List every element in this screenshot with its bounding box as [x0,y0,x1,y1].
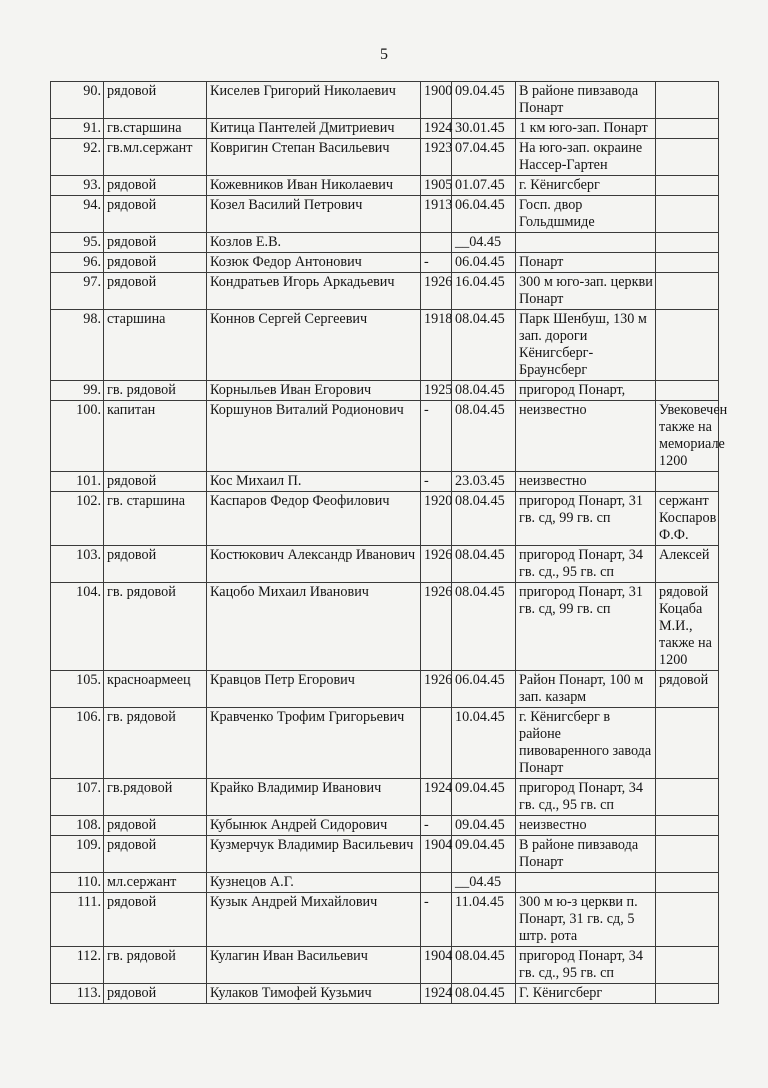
death-date: 08.04.45 [452,310,516,381]
rank: рядовой [104,273,207,310]
burial-place: Район Понарт, 100 м зап. казарм [516,671,656,708]
table-row [51,253,719,273]
row-number: 111. [51,893,104,947]
death-date: 10.04.45 [452,708,516,779]
birth-year: 1904 [421,836,452,873]
row-number: 94. [51,196,104,233]
table-row [51,873,719,893]
death-date: 08.04.45 [452,546,516,583]
rank: капитан [104,401,207,472]
rank: гв. рядовой [104,947,207,984]
row-number: 102. [51,492,104,546]
rank: рядовой [104,836,207,873]
burial-place: 1 км юго-зап. Понарт [516,119,656,139]
row-number: 99. [51,381,104,401]
full-name: Китица Пантелей Дмитриевич [207,119,421,139]
row-number: 90. [51,82,104,119]
full-name: Коршунов Виталий Родионович [207,401,421,472]
full-name: Ковригин Степан Васильевич [207,139,421,176]
birth-year: - [421,816,452,836]
death-date: 06.04.45 [452,253,516,273]
death-date: 16.04.45 [452,273,516,310]
note [656,273,719,310]
burial-place: пригород Понарт, 34 гв. сд., 95 гв. сп [516,779,656,816]
death-date: 09.04.45 [452,816,516,836]
rank: старшина [104,310,207,381]
rank: гв. старшина [104,492,207,546]
burial-place: 300 м ю-з церкви п. Понарт, 31 гв. сд, 5 штр. рота [516,893,656,947]
burial-place: неизвестно [516,816,656,836]
table-row [51,779,719,816]
birth-year: - [421,401,452,472]
death-date: 06.04.45 [452,671,516,708]
death-date: 08.04.45 [452,401,516,472]
row-number: 100. [51,401,104,472]
note: Увековечен также на мемориале 1200 [656,401,719,472]
note [656,196,719,233]
rank: рядовой [104,984,207,1004]
note [656,873,719,893]
death-date: 01.07.45 [452,176,516,196]
death-date: 30.01.45 [452,119,516,139]
note [656,708,719,779]
table-row [51,233,719,253]
full-name: Каспаров Федор Феофилович [207,492,421,546]
birth-year: 1918 [421,310,452,381]
birth-year: 1905 [421,176,452,196]
full-name: Крайко Владимир Иванович [207,779,421,816]
row-number: 93. [51,176,104,196]
full-name: Костюкович Александр Иванович [207,546,421,583]
table-row [51,984,719,1004]
table-row [51,893,719,947]
rank: гв. рядовой [104,583,207,671]
full-name: Кожевников Иван Николаевич [207,176,421,196]
note [656,816,719,836]
birth-year: 1923 [421,139,452,176]
table-row [51,583,719,671]
row-number: 105. [51,671,104,708]
rank: рядовой [104,233,207,253]
birth-year: 1926 [421,671,452,708]
birth-year [421,708,452,779]
death-date: 09.04.45 [452,82,516,119]
burial-roster-table [50,81,728,1004]
note [656,233,719,253]
row-number: 98. [51,310,104,381]
full-name: Козел Василий Петрович [207,196,421,233]
full-name: Коннов Сергей Сергеевич [207,310,421,381]
table-row [51,273,719,310]
row-number: 97. [51,273,104,310]
note [656,779,719,816]
death-date: 08.04.45 [452,947,516,984]
rank: гв. рядовой [104,381,207,401]
full-name: Кацобо Михаил Иванович [207,583,421,671]
full-name: Козлов Е.В. [207,233,421,253]
burial-place: В районе пивзавода Понарт [516,82,656,119]
note: сержант Коспаров Ф.Ф. [656,492,719,546]
rank: рядовой [104,893,207,947]
table-row [51,546,719,583]
full-name: Кос Михаил П. [207,472,421,492]
rank: красноармеец [104,671,207,708]
burial-place: пригород Понарт, 34 гв. сд., 95 гв. сп [516,546,656,583]
birth-year: 1926 [421,273,452,310]
table-row [51,492,719,546]
rank: рядовой [104,816,207,836]
death-date: 08.04.45 [452,984,516,1004]
rank: рядовой [104,82,207,119]
table-row [51,381,719,401]
row-number: 109. [51,836,104,873]
note [656,253,719,273]
row-number: 104. [51,583,104,671]
rank: гв.рядовой [104,779,207,816]
burial-place: Парк Шенбуш, 130 м зап. дороги Кёнигсберг-Браунсберг [516,310,656,381]
birth-year: 1900 [421,82,452,119]
row-number: 91. [51,119,104,139]
note: рядовой Коцаба М.И., также на 1200 [656,583,719,671]
table-row [51,139,719,176]
table-row [51,816,719,836]
rank: мл.сержант [104,873,207,893]
burial-place: пригород Понарт, 34 гв. сд., 95 гв. сп [516,947,656,984]
death-date: __04.45 [452,873,516,893]
burial-place [516,873,656,893]
birth-year: 1926 [421,546,452,583]
table-row [51,947,719,984]
note [656,381,719,401]
death-date: 07.04.45 [452,139,516,176]
table-row [51,708,719,779]
row-number: 92. [51,139,104,176]
note [656,139,719,176]
roster-body [51,82,728,1004]
birth-year: 1904 [421,947,452,984]
note [656,472,719,492]
birth-year: 1924 [421,779,452,816]
table-row [51,401,719,472]
note [656,947,719,984]
rank: рядовой [104,196,207,233]
birth-year: - [421,893,452,947]
rank: рядовой [104,546,207,583]
full-name: Козюк Федор Антонович [207,253,421,273]
burial-place: Понарт [516,253,656,273]
row-number: 103. [51,546,104,583]
note: Алексей [656,546,719,583]
birth-year: 1925 [421,381,452,401]
full-name: Корныльев Иван Егорович [207,381,421,401]
death-date: __04.45 [452,233,516,253]
row-number: 95. [51,233,104,253]
rank: рядовой [104,253,207,273]
burial-place: На юго-зап. окраине Нассер-Гартен [516,139,656,176]
note [656,836,719,873]
row-number: 108. [51,816,104,836]
birth-year: 1913 [421,196,452,233]
note [656,893,719,947]
birth-year: - [421,253,452,273]
birth-year: - [421,472,452,492]
burial-place: г. Кёнигсберг в районе пивоваренного завода Понарт [516,708,656,779]
burial-place: В районе пивзавода Понарт [516,836,656,873]
full-name: Кузмерчук Владимир Васильевич [207,836,421,873]
page-number: 5 [380,46,388,63]
rank: гв.мл.сержант [104,139,207,176]
birth-year: 1924 [421,119,452,139]
table-row [51,119,719,139]
full-name: Кулагин Иван Васильевич [207,947,421,984]
full-name: Кубынюк Андрей Сидорович [207,816,421,836]
burial-place [516,233,656,253]
birth-year [421,233,452,253]
birth-year: 1920 [421,492,452,546]
death-date: 08.04.45 [452,583,516,671]
burial-place: пригород Понарт, 31 гв. сд, 99 гв. сп [516,492,656,546]
row-number: 113. [51,984,104,1004]
burial-place: г. Кёнигсберг [516,176,656,196]
table-row [51,671,719,708]
table-row [51,196,719,233]
row-number: 101. [51,472,104,492]
note [656,176,719,196]
burial-place: Г. Кёнигсберг [516,984,656,1004]
note [656,984,719,1004]
note [656,82,719,119]
full-name: Кондратьев Игорь Аркадьевич [207,273,421,310]
burial-place: неизвестно [516,401,656,472]
full-name: Кравченко Трофим Григорьевич [207,708,421,779]
burial-place: пригород Понарт, 31 гв. сд, 99 гв. сп [516,583,656,671]
rank: гв.старшина [104,119,207,139]
table-row [51,836,719,873]
table-row [51,472,719,492]
table-row [51,310,719,381]
note: рядовой [656,671,719,708]
rank: рядовой [104,472,207,492]
row-number: 112. [51,947,104,984]
table-row [51,176,719,196]
death-date: 09.04.45 [452,836,516,873]
full-name: Кузнецов А.Г. [207,873,421,893]
death-date: 09.04.45 [452,779,516,816]
full-name: Кузык Андрей Михайлович [207,893,421,947]
table-row [51,82,719,119]
death-date: 08.04.45 [452,492,516,546]
full-name: Кулаков Тимофей Кузьмич [207,984,421,1004]
burial-place: 300 м юго-зап. церкви Понарт [516,273,656,310]
burial-place: неизвестно [516,472,656,492]
death-date: 23.03.45 [452,472,516,492]
death-date: 08.04.45 [452,381,516,401]
rank: рядовой [104,176,207,196]
row-number: 110. [51,873,104,893]
note [656,310,719,381]
birth-year: 1924 [421,984,452,1004]
row-number: 96. [51,253,104,273]
burial-place: Госп. двор Гольдшмиде [516,196,656,233]
birth-year [421,873,452,893]
full-name: Киселев Григорий Николаевич [207,82,421,119]
row-number: 106. [51,708,104,779]
note [656,119,719,139]
full-name: Кравцов Петр Егорович [207,671,421,708]
row-number: 107. [51,779,104,816]
burial-place: пригород Понарт, [516,381,656,401]
death-date: 11.04.45 [452,893,516,947]
rank: гв. рядовой [104,708,207,779]
death-date: 06.04.45 [452,196,516,233]
birth-year: 1926 [421,583,452,671]
